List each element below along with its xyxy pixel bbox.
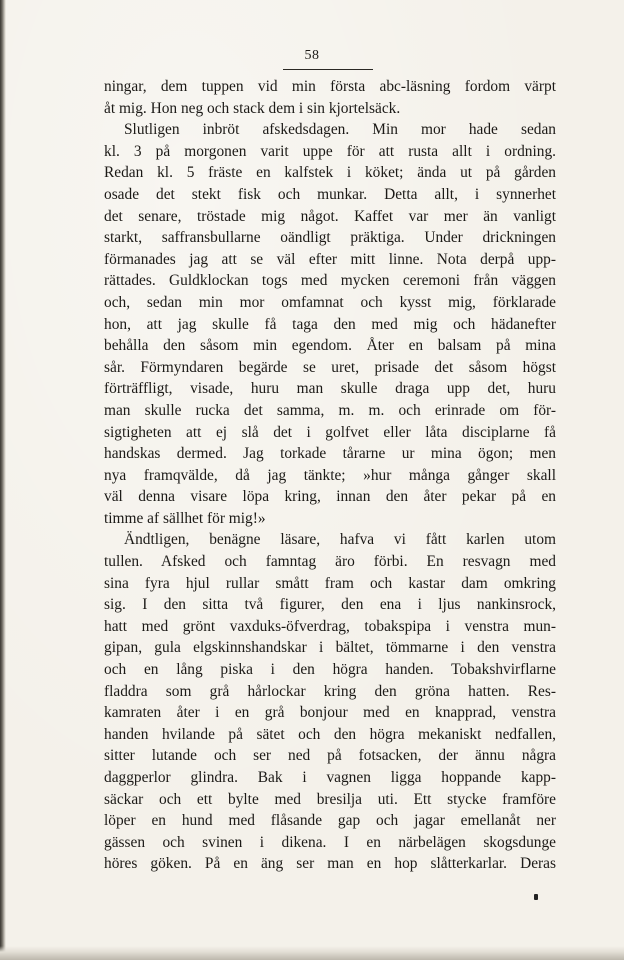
text-line: sig. I den sitta två figurer, den ena i ljus nankinsrock, — [104, 596, 556, 614]
text-line: och, sedan min mor omfamnat och kysst mig, förklarade — [104, 293, 556, 311]
text-line: nya framqvälde, då jag tänkte; »hur många gånger skall — [104, 466, 556, 484]
text-line: Slutligen inbröt afskedsdagen. Min mor hade sedan — [124, 121, 556, 139]
text-line: man skulle rucka det samma, m. m. och erinrade om för- — [104, 401, 556, 419]
page-bottom-edge — [0, 946, 624, 960]
text-line: sina fyra hjul rullar smått fram och kastar dam omkring — [104, 574, 556, 592]
text-line: timme af sällhet för mig!» — [104, 509, 266, 527]
text-line: det senare, tröstade mig något. Kaffet var mer än vanligt — [104, 207, 556, 225]
text-line: Ändtligen, benägne läsare, hafva vi fått karlen utom — [124, 531, 556, 549]
text-line: förmanades jag att se väl efter mitt linne. Nota derpå upp- — [104, 250, 556, 268]
text-line: fladdra som grå hårlockar kring den gröna hatten. Res- — [104, 682, 556, 700]
text-line: gässen och svinen i dikena. I en närbelägen skogsdunge — [104, 833, 556, 851]
ink-speck — [534, 894, 538, 900]
page-number-rule — [283, 69, 373, 70]
text-line: sigtigheten att ej slå det i golfvet eller låta disciplarne få — [104, 423, 556, 441]
text-line: löper en hund med flåsande gap och jagar emellanåt ner — [104, 812, 556, 830]
text-line: hatt med grönt vaxduks-öfverdrag, tobakspipa i venstra mun- — [104, 617, 556, 635]
text-line: behålla den såsom min egendom. Åter en balsam på mina — [104, 337, 556, 355]
text-line: väl denna visare löpa kring, innan den åter pekar på en — [104, 488, 556, 506]
text-line: osade det stekt fisk och munkar. Detta allt, i synnerhet — [104, 185, 556, 203]
text-line: förträffligt, visade, huru man skulle draga upp det, huru — [104, 380, 556, 398]
text-line: sitter lutande och ser ned på fotsacken, der ännu några — [104, 747, 556, 765]
body-text — [104, 76, 556, 875]
text-line: tullen. Afsked och famntag äro förbi. En resvagn med — [104, 553, 556, 571]
text-line: starkt, saffransbullarne oändligt präktiga. Under drickningen — [104, 229, 556, 247]
text-line: hon, att jag skulle få taga den med mig och hädanefter — [104, 315, 556, 333]
text-line: höres göken. På en äng ser man en hop slåtterkarlar. Deras — [104, 855, 556, 873]
text-line: gipan, gula elgskinnshandskar i bältet, tömmarne i den venstra — [104, 639, 556, 657]
text-line: Redan kl. 5 fräste en kalfstek i köket; ända ut på gården — [104, 164, 556, 182]
text-line: och en lång piska i den högra handen. Tobakshvirflarne — [104, 661, 556, 679]
text-line: säckar och ett bylte med bresilja uti. Ett stycke framföre — [104, 790, 556, 808]
text-line: ningar, dem tuppen vid min första abc-läsning fordom värpt — [104, 78, 556, 95]
text-line: kl. 3 på morgonen varit uppe för att rusta allt i ordning. — [104, 142, 556, 160]
text-line: åt mig. Hon neg och stack dem i sin kjortelsäck. — [104, 99, 401, 117]
text-line: sår. Förmyndaren begärde se uret, prisade det såsom högst — [104, 358, 556, 376]
text-line: handskas dermed. Jag torkade tårarne ur mina ögon; men — [104, 445, 556, 463]
page-number: 58 — [304, 48, 320, 63]
text-line: handen hvilande på sätet och den högra mekaniskt nedfallen, — [104, 725, 556, 743]
text-line: kamraten åter i en grå bonjour med en knapprad, venstra — [104, 704, 556, 722]
text-line: daggperlor glindra. Bak i vagnen ligga hoppande kapp- — [104, 769, 556, 786]
page-binding-edge — [0, 0, 6, 960]
text-line: rättades. Guldklockan togs med mycken ceremoni från väggen — [104, 272, 556, 290]
